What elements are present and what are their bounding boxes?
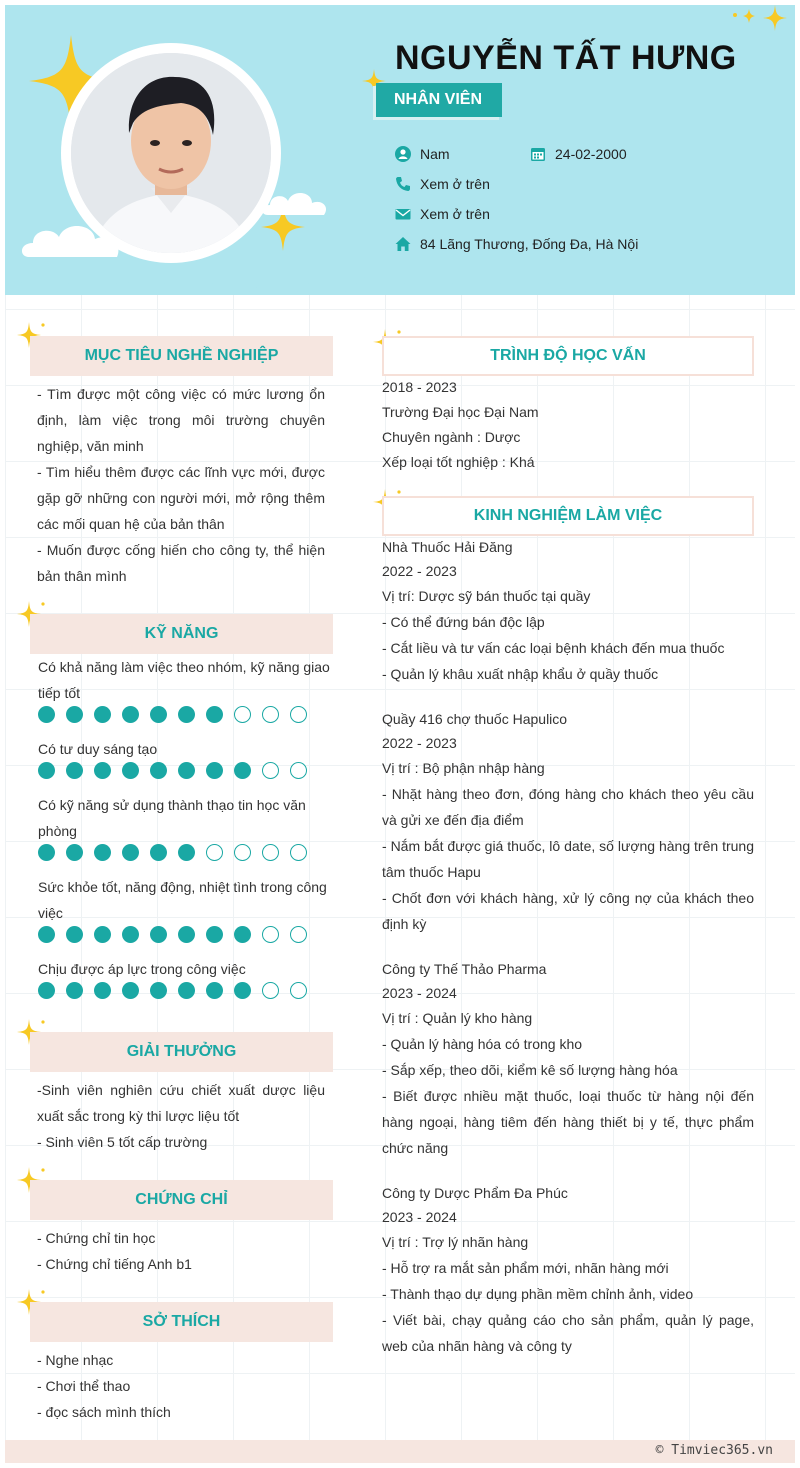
experience-job	[382, 707, 754, 937]
rating-dot-filled	[38, 844, 55, 861]
job-duty: - Có thể đứng bán độc lập	[382, 614, 545, 630]
education-school: Trường Đại học Đại Nam	[382, 404, 539, 420]
skill-label: Sức khỏe tốt, năng động, nhiệt tình trong công việc	[38, 879, 327, 921]
rating-dot-filled	[66, 982, 83, 999]
rating-dot-empty	[290, 982, 307, 999]
section-title-objective: MỤC TIÊU NGHỀ NGHIỆP	[30, 336, 333, 376]
rating-dot-empty	[262, 844, 279, 861]
rating-dot-empty	[290, 762, 307, 779]
job-duty: - Chốt đơn với khách hàng, xử lý công nợ của khách theo định kỳ	[382, 890, 754, 932]
gender-row	[395, 146, 450, 162]
certificates-list	[37, 1225, 325, 1277]
job-period: 2022 - 2023	[382, 735, 457, 751]
rating-dot-empty	[262, 982, 279, 999]
rating-dot-filled	[234, 982, 251, 999]
rating-dot-filled	[122, 706, 139, 723]
job-duty: - Hỗ trợ ra mắt sản phẩm mới, nhãn hàng mới	[382, 1260, 669, 1276]
rating-dot-filled	[178, 844, 195, 861]
experience-job	[382, 957, 754, 1161]
skill-rating	[38, 706, 318, 723]
section-title-awards: GIẢI THƯỞNG	[30, 1032, 333, 1072]
rating-dot-filled	[94, 706, 111, 723]
envelope-icon	[395, 206, 411, 222]
gender-value: Nam	[420, 146, 450, 162]
section-title-experience: KINH NGHIỆM LÀM VIỆC	[382, 496, 754, 536]
rating-dot-filled	[38, 706, 55, 723]
skill-label: Có tư duy sáng tạo	[38, 741, 158, 757]
rating-dot-empty	[206, 844, 223, 861]
rating-dot-filled	[66, 926, 83, 943]
section-title-skills: KỸ NĂNG	[30, 614, 333, 654]
job-duty: - Nắm bắt được giá thuốc, lô date, số lượng hàng trên trung tâm thuốc Hapu	[382, 838, 754, 880]
candidate-name: NGUYỄN TẤT HƯNG	[395, 39, 737, 77]
section-title-education: TRÌNH ĐỘ HỌC VẤN	[382, 336, 754, 376]
job-company: Quầy 416 chợ thuốc Hapulico	[382, 711, 568, 727]
address-row	[395, 236, 638, 252]
job-company: Nhà Thuốc Hải Đăng	[382, 539, 513, 555]
sparkle-corner-icon	[725, 5, 795, 35]
phone-value: Xem ở trên	[420, 176, 490, 192]
job-position: Vị trí : Quản lý kho hàng	[382, 1010, 533, 1026]
objective-item: - Tìm hiểu thêm được các lĩnh vực mới, được gặp gỡ những con người mới, mở rộng thêm các mối quan hệ của bản thân	[37, 464, 325, 532]
hobby-item: - đọc sách mình thích	[37, 1404, 171, 1420]
job-company: Công ty Dược Phẩm Đa Phúc	[382, 1185, 568, 1201]
rating-dot-filled	[234, 762, 251, 779]
birthday-row	[530, 146, 627, 162]
copyright-text: © Timviec365.vn	[655, 1443, 773, 1458]
education-major: Chuyên ngành : Dược	[382, 429, 521, 445]
rating-dot-filled	[122, 762, 139, 779]
rating-dot-empty	[234, 706, 251, 723]
job-duty: - Quản lý khâu xuất nhập khẩu ở quầy thuốc	[382, 666, 659, 682]
job-duty: - Biết được nhiều mặt thuốc, loại thuốc từ hàng nội đến hàng ngoại, hàng tiêm đến hàng thiết bị y tế, thực phẩm chức năng	[382, 1088, 754, 1156]
hobby-item: - Nghe nhạc	[37, 1352, 114, 1368]
header-scallop-edge	[5, 267, 795, 307]
rating-dot-filled	[122, 982, 139, 999]
section-title-hobbies: SỞ THÍCH	[30, 1302, 333, 1342]
rating-dot-empty	[290, 844, 307, 861]
skill-rating	[38, 926, 318, 943]
rating-dot-filled	[206, 982, 223, 999]
job-position: Vị trí: Dược sỹ bán thuốc tại quầy	[382, 588, 591, 604]
calendar-icon	[530, 146, 546, 162]
certificate-item: - Chứng chỉ tiếng Anh b1	[37, 1256, 192, 1272]
job-duty: - Sắp xếp, theo dõi, kiểm kê số lượng hàng hóa	[382, 1062, 678, 1078]
awards-list	[37, 1077, 325, 1155]
phone-icon	[395, 176, 411, 192]
rating-dot-filled	[206, 926, 223, 943]
job-period: 2022 - 2023	[382, 563, 457, 579]
rating-dot-empty	[262, 762, 279, 779]
job-title-badge: NHÂN VIÊN	[376, 83, 502, 117]
email-row	[395, 206, 490, 222]
job-duty: - Thành thạo dự dụng phần mềm chỉnh ảnh, video	[382, 1286, 694, 1302]
skill-rating	[38, 982, 318, 999]
rating-dot-filled	[178, 926, 195, 943]
rating-dot-filled	[150, 982, 167, 999]
rating-dot-empty	[262, 926, 279, 943]
rating-dot-empty	[290, 926, 307, 943]
job-position: Vị trí : Trợ lý nhãn hàng	[382, 1234, 529, 1250]
rating-dot-filled	[178, 762, 195, 779]
rating-dot-filled	[150, 762, 167, 779]
job-duty: - Nhặt hàng theo đơn, đóng hàng cho khách theo yêu cầu và gửi xe đến địa điểm	[382, 786, 754, 828]
award-item: -Sinh viên nghiên cứu chiết xuất dược liệu xuất sắc trong kỳ thi lược liệu tốt	[37, 1082, 325, 1124]
rating-dot-filled	[38, 982, 55, 999]
rating-dot-empty	[290, 706, 307, 723]
skill-rating	[38, 844, 318, 861]
award-item: - Sinh viên 5 tốt cấp trường	[37, 1134, 208, 1150]
rating-dot-filled	[178, 982, 195, 999]
rating-dot-filled	[94, 926, 111, 943]
rating-dot-filled	[178, 706, 195, 723]
rating-dot-filled	[66, 844, 83, 861]
education-block	[382, 375, 754, 475]
job-duty: - Cắt liều và tư vấn các loại bệnh khách đến mua thuốc	[382, 640, 725, 656]
rating-dot-filled	[94, 762, 111, 779]
rating-dot-filled	[150, 926, 167, 943]
skill-label: Có kỹ năng sử dụng thành thạo tin học văn phòng	[38, 797, 306, 839]
address-value: 84 Lãng Thương, Đống Đa, Hà Nội	[420, 236, 639, 252]
job-period: 2023 - 2024	[382, 1209, 457, 1225]
birthday-value: 24-02-2000	[555, 146, 627, 162]
cv-page	[5, 5, 795, 1463]
rating-dot-empty	[234, 844, 251, 861]
rating-dot-filled	[66, 762, 83, 779]
rating-dot-filled	[94, 982, 111, 999]
experience-job	[382, 535, 754, 687]
home-icon	[395, 236, 411, 252]
job-duty: - Quản lý hàng hóa có trong kho	[382, 1036, 583, 1052]
rating-dot-filled	[234, 926, 251, 943]
skill-rating	[38, 762, 318, 779]
rating-dot-empty	[262, 706, 279, 723]
job-position: Vị trí : Bộ phận nhập hàng	[382, 760, 545, 776]
rating-dot-filled	[66, 706, 83, 723]
rating-dot-filled	[38, 926, 55, 943]
rating-dot-filled	[206, 706, 223, 723]
skill-label: Có khả năng làm việc theo nhóm, kỹ năng giao tiếp tốt	[38, 659, 330, 701]
rating-dot-filled	[38, 762, 55, 779]
objective-item: - Muốn được cống hiến cho công ty, thể hiện bản thân mình	[37, 542, 325, 584]
cv-header	[5, 5, 795, 295]
objective-item: - Tìm được một công việc có mức lương ổn định, làm việc trong môi trường chuyên nghiệp, văn minh	[37, 386, 325, 454]
certificate-item: - Chứng chỉ tin học	[37, 1230, 156, 1246]
rating-dot-filled	[150, 706, 167, 723]
person-icon	[395, 146, 411, 162]
cloud-left-icon	[19, 217, 129, 267]
footer-bar	[5, 1440, 795, 1463]
job-duty: - Viết bài, chạy quảng cáo cho sản phẩm, quản lý page, web của nhãn hàng và công ty	[382, 1312, 754, 1354]
email-value: Xem ở trên	[420, 206, 490, 222]
job-company: Công ty Thế Thảo Pharma	[382, 961, 547, 977]
education-grade: Xếp loại tốt nghiệp : Khá	[382, 454, 535, 470]
hobbies-list	[37, 1347, 325, 1425]
section-title-certificates: CHỨNG CHỈ	[30, 1180, 333, 1220]
education-period: 2018 - 2023	[382, 379, 457, 395]
objective-list	[37, 381, 325, 589]
rating-dot-filled	[122, 926, 139, 943]
experience-job	[382, 1181, 754, 1359]
rating-dot-filled	[94, 844, 111, 861]
rating-dot-filled	[122, 844, 139, 861]
skill-label: Chịu được áp lực trong công việc	[38, 961, 246, 977]
hobby-item: - Chơi thể thao	[37, 1378, 131, 1394]
phone-row	[395, 176, 490, 192]
rating-dot-filled	[206, 762, 223, 779]
cloud-right-icon	[260, 185, 330, 221]
rating-dot-filled	[150, 844, 167, 861]
job-period: 2023 - 2024	[382, 985, 457, 1001]
